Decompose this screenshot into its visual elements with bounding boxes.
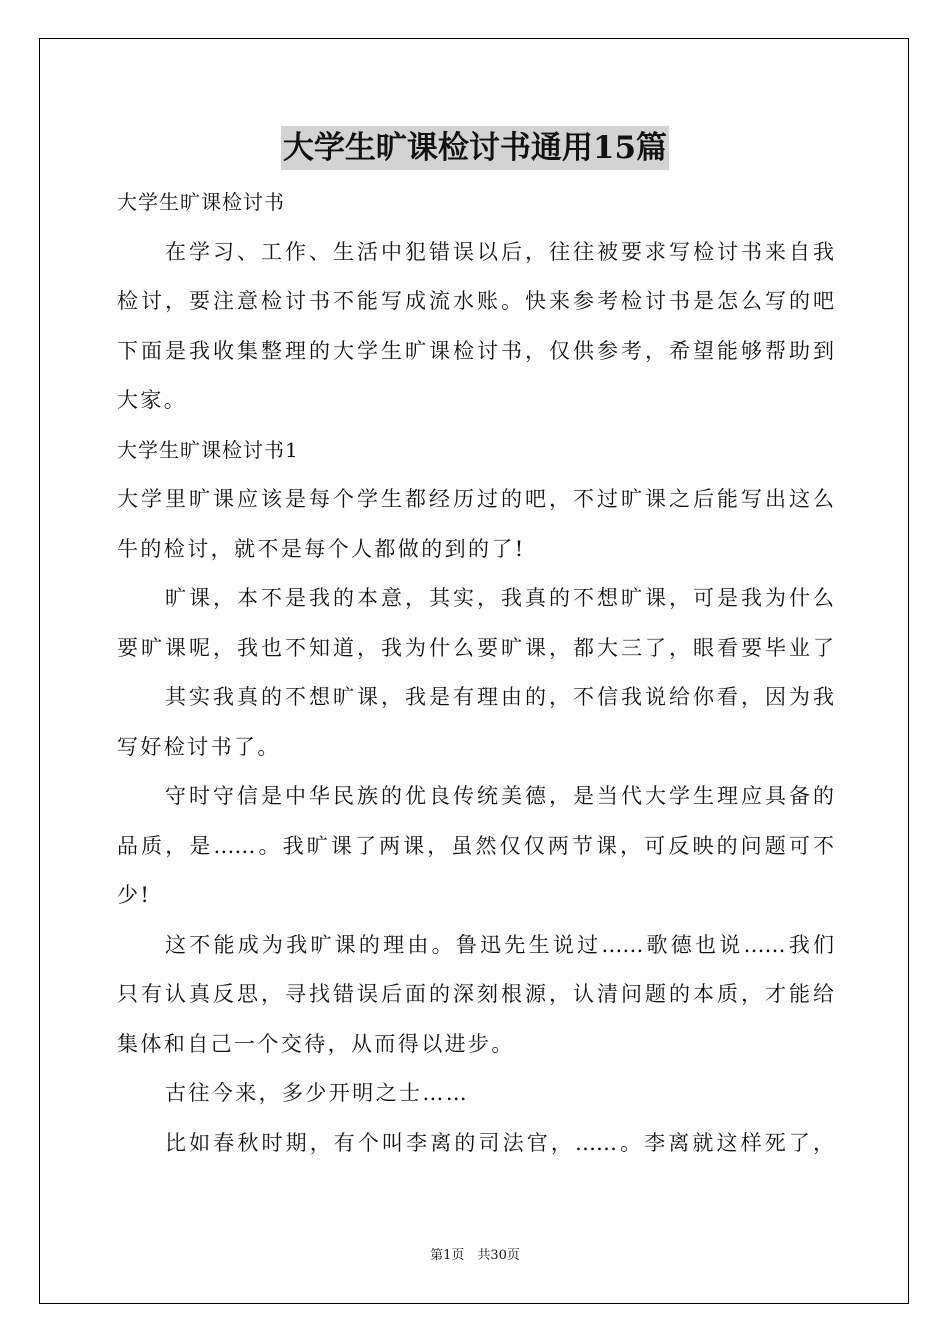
paragraph-line: 这不能成为我旷课的理由。鲁迅先生说过……歌德也说……我们 — [165, 932, 834, 957]
paragraph-line: 守时守信是中华民族的优良传统美德，是当代大学生理应具备的 — [165, 784, 834, 808]
section-heading: 大学生旷课检讨书1 — [117, 437, 299, 462]
paragraph-line: 大学里旷课应该是每个学生都经历过的吧，不过旷课之后能写出这么 — [117, 487, 834, 511]
paragraph-line: 写好检讨书了。 — [117, 734, 281, 759]
paragraph-line: 只有认真反思，寻找错误后面的深刻根源，认清问题的本质，才能给 — [117, 982, 834, 1006]
paragraph-line: 要旷课呢，我也不知道，我为什么要旷课，都大三了，眼看要毕业了 — [117, 635, 834, 660]
paragraph-line: 大家。 — [117, 388, 188, 412]
paragraph-line: 其实我真的不想旷课，我是有理由的，不信我说给你看，因为我 — [165, 685, 834, 709]
paragraph-line: 在学习、工作、生活中犯错误以后，往往被要求写检讨书来自我 — [165, 239, 834, 264]
paragraph-line: 牛的检讨，就不是每个人都做的到的了! — [117, 536, 526, 561]
document-body — [117, 178, 834, 1168]
page-footer: 第1页 共30页 — [430, 1248, 520, 1263]
paragraph-line: 古往今来，多少开明之士…… — [165, 1081, 470, 1105]
paragraph-line: 集体和自己一个交待，从而得以进步。 — [117, 1031, 515, 1056]
title-container — [0, 126, 950, 170]
paragraph-line: 少! — [117, 883, 152, 907]
document-title: 大学生旷课检讨书通用15篇 — [281, 126, 669, 170]
paragraph-line: 比如春秋时期，有个叫李离的司法官，……。李离就这样死了， — [165, 1130, 834, 1155]
paragraph-line: 下面是我收集整理的大学生旷课检讨书，仅供参考，希望能够帮助到 — [117, 338, 834, 363]
paragraph-line: 品质，是……。我旷课了两课，虽然仅仅两节课，可反映的问题可不 — [117, 833, 834, 858]
section-heading: 大学生旷课检讨书 — [117, 190, 285, 214]
paragraph-line: 检讨，要注意检讨书不能写成流水账。快来参考检讨书是怎么写的吧 — [117, 289, 834, 313]
paragraph-line: 旷课，本不是我的本意，其实，我真的不想旷课，可是我为什么 — [165, 586, 834, 610]
